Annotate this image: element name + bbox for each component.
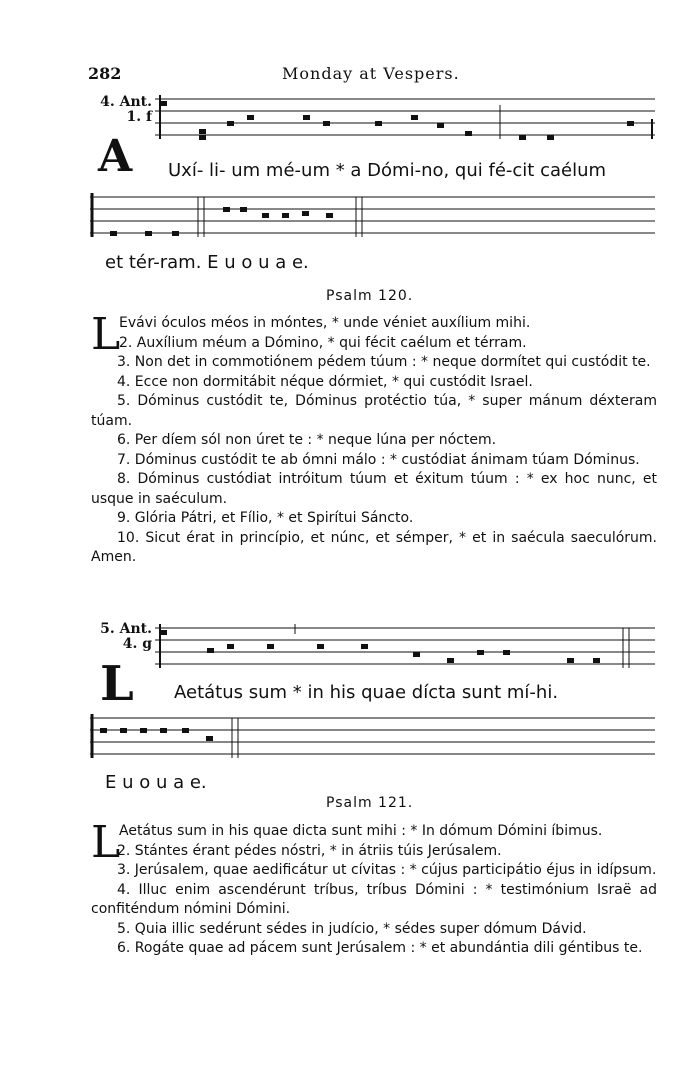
- psalm-121-title: Psalm 121.: [326, 795, 414, 811]
- antiphon-5-initial: L: [100, 656, 134, 712]
- page-title: Monday at Vespers.: [282, 64, 460, 83]
- psalm-121-dropcap: L: [91, 817, 121, 868]
- psalm-120-verse-4: 4. Ecce non dormitábit néque dórmiet, * qui custódit Israel.: [117, 373, 533, 390]
- psalm-120-verse-5: 5. Dóminus custódit te, Dóminus protéctio túa, * super mánum déxteram túam.: [91, 393, 657, 429]
- psalm-120-verse-1: L Evávi óculos méos in móntes, * unde véniet auxílium mihi.: [91, 309, 531, 360]
- psalm-121-verse-1: L Aetátus sum in his quae dicta sunt mihi : * In dómum Dómini íbimus.: [91, 817, 603, 868]
- psalm-120-verse-3: 3. Non det in commotiónem pédem túum : * neque dormítet qui custódit te.: [117, 354, 651, 370]
- antiphon-4-staff: [155, 95, 655, 145]
- antiphon-4-number: 4. Ant.: [100, 94, 152, 110]
- antiphon-5-number: 5. Ant.: [100, 621, 152, 637]
- psalm-121-verse-4: 4. Illuc enim ascendérunt tríbus, tríbus Dómini : * testimónium Israë ad confiténdum nómini Dómini.: [91, 881, 657, 917]
- antiphon-5-ending-staff: [90, 714, 655, 762]
- antiphon-4-initial: A: [98, 131, 133, 182]
- antiphon-4-ending-staff: [90, 193, 655, 241]
- page-number: 282: [88, 64, 122, 83]
- psalm-121-verse-2: 2. Stántes érant pédes nóstri, * in átriis túis Jerúsalem.: [117, 842, 502, 859]
- antiphon-5-label: [88, 622, 152, 652]
- antiphon-4-ending-lyric: et tér-ram. E u o u a e.: [105, 252, 309, 273]
- psalm-120-verse-7: 7. Dóminus custódit te ab ómni málo : * custódiat ánimam túam Dóminus.: [117, 451, 640, 468]
- psalm-120-verse-2: 2. Auxílium méum a Dómino, * qui fécit caélum et térram.: [119, 334, 527, 351]
- psalm-121-verse-3: 3. Jerúsalem, quae aedificátur ut cívitas : * cújus participátio éjus in idípsum.: [117, 862, 657, 878]
- antiphon-5-lyric: Aetátus sum * in his quae dícta sunt mí-hi.: [174, 682, 559, 703]
- antiphon-4-label: [88, 95, 152, 125]
- antiphon-4-mode: 1. f: [126, 109, 152, 125]
- psalm-120-verse-8: 8. Dóminus custódiat intróitum túum et éxitum túum : * ex hoc nunc, et usque in saéculum.: [91, 471, 657, 507]
- psalm-120-text: [91, 309, 657, 568]
- psalm-120-verse-6: 6. Per díem sól non úret te : * neque lúna per nóctem.: [117, 432, 497, 448]
- antiphon-5-ending-lyric: E u o u a e.: [105, 772, 207, 793]
- antiphon-5-staff: [155, 624, 655, 674]
- psalm-120-dropcap: L: [91, 309, 121, 360]
- psalm-120-verse-9: 9. Glória Pátri, et Fílio, * et Spirítui Sáncto.: [117, 510, 414, 526]
- antiphon-5-mode: 4. g: [122, 636, 152, 652]
- antiphon-4-lyric: Uxí- li- um mé-um * a Dómi-no, qui fé-cit caélum: [168, 160, 607, 181]
- psalm-121-text: [91, 817, 657, 959]
- psalm-121-verse-6: 6. Rogáte quae ad pácem sunt Jerúsalem : * et abundántia dili géntibus te.: [117, 940, 643, 956]
- psalm-121-verse-5: 5. Quia illic sedérunt sédes in judício, * sédes super dómum Dávid.: [117, 920, 587, 937]
- psalm-120-verse-10: 10. Sicut érat in princípio, et núnc, et sémper, * et in saécula saeculórum. Amen.: [91, 529, 657, 565]
- psalm-120-title: Psalm 120.: [326, 288, 414, 304]
